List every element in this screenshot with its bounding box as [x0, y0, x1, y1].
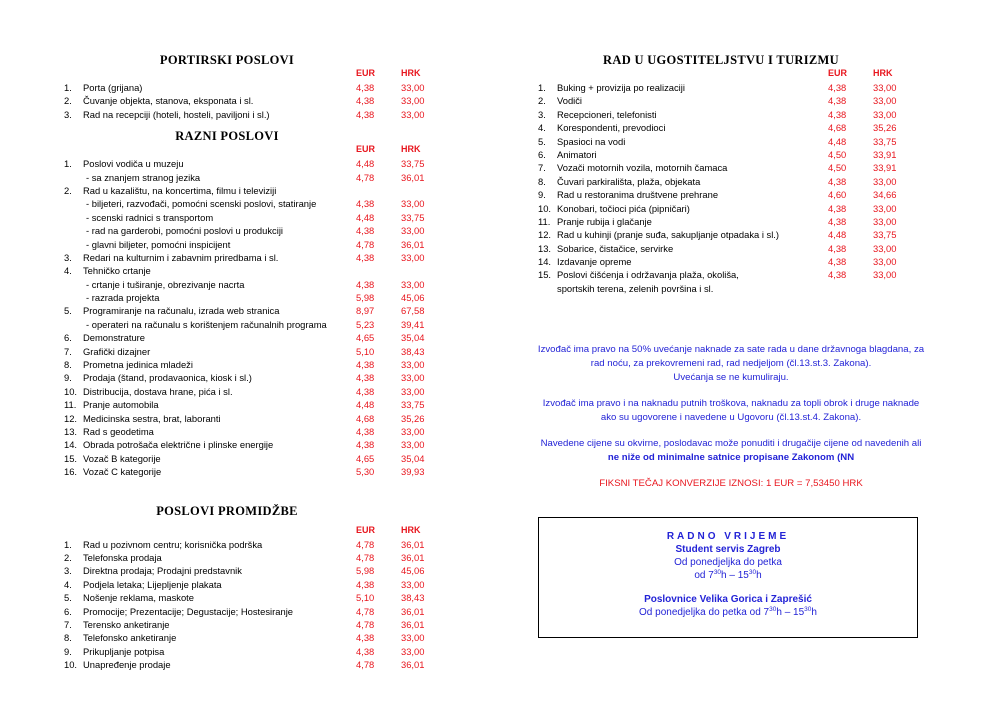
hrk-header: HRK: [401, 68, 421, 78]
item-eur: 4,48: [828, 135, 847, 147]
item-hrk: 33,00: [401, 95, 425, 107]
item-label: Tehničko crtanje: [83, 265, 151, 277]
item-number: 11.: [64, 399, 77, 411]
item-number: 4.: [64, 265, 72, 277]
item-label: Rad u kazalištu, na koncertima, filmu i televiziji: [83, 184, 277, 196]
item-hrk: 45,06: [401, 292, 425, 304]
item-number: 3.: [538, 108, 546, 120]
item-label: Sobarice, čistačice, servirke: [557, 242, 674, 254]
item-number: 2.: [64, 184, 72, 196]
item-eur: 5,10: [356, 592, 375, 604]
list-item: [62, 358, 472, 371]
item-eur: 4,38: [356, 359, 375, 371]
item-hrk: 33,00: [401, 108, 425, 120]
list-item: [536, 282, 916, 295]
item-eur: 5,98: [356, 565, 375, 577]
item-hrk: 36,01: [401, 171, 425, 183]
item-eur: 4,38: [828, 215, 847, 227]
list-item: [62, 197, 472, 210]
column-header: [62, 525, 472, 538]
list-item: [62, 94, 472, 107]
item-eur: 4,38: [828, 108, 847, 120]
hours-zagreb: od $7^{30}h - 15^{30}h$: [694, 569, 762, 581]
item-hrk: 67,58: [401, 305, 425, 317]
list-item: [62, 538, 472, 551]
list-item: [536, 215, 916, 228]
item-hrk: 35,04: [401, 452, 425, 464]
list-item: [62, 551, 472, 564]
item-label: Rad u restoranima društvene prehrane: [557, 189, 719, 201]
item-label: Distribucija, dostava hrane, pića i sl.: [83, 385, 233, 397]
list-item: [62, 171, 472, 184]
item-eur: 4,38: [356, 385, 375, 397]
item-hrk: 33,00: [401, 251, 425, 263]
item-label: - operateri na računalu s korištenjem računalnih programa: [86, 318, 327, 330]
office-zagreb: Student servis Zagreb: [675, 544, 781, 555]
item-hrk: 33,75: [873, 135, 897, 147]
item-eur: 4,38: [828, 202, 847, 214]
note-putni-troskovi: Izvođač ima pravo i na naknadu putnih troškova, naknadu za topli obrok i druge naknade ako su ugovorene i navedene u Ugovoru (čl.13.st.4. Zakona).: [542, 398, 920, 423]
list-item: [62, 157, 472, 170]
note-text: Uvećanja se ne kumuliraju.: [673, 372, 789, 383]
item-number: 5.: [64, 592, 72, 604]
item-number: 13.: [538, 242, 552, 254]
item-eur: 4,78: [356, 618, 375, 630]
item-hrk: 33,91: [873, 162, 897, 174]
item-label: Grafički dizajner: [83, 345, 151, 357]
item-hrk: 35,26: [873, 122, 897, 134]
item-eur: 4,38: [828, 82, 847, 93]
list-item: [62, 438, 472, 451]
list-item: [536, 135, 916, 148]
item-label: - biljeteri, razvođači, pomoćni scenski poslovi, statiranje: [86, 198, 317, 210]
left-column: [62, 52, 472, 671]
list-item: [536, 94, 916, 107]
list-item: [62, 425, 472, 438]
item-label: Spasioci na vodi: [557, 135, 626, 147]
item-number: 10.: [64, 385, 78, 397]
item-number: 7.: [64, 345, 72, 357]
list-item: [536, 188, 916, 201]
item-number: 16.: [64, 466, 78, 478]
item-eur: 4,38: [356, 632, 375, 644]
item-eur: 4,48: [356, 158, 375, 170]
item-hrk: 33,00: [873, 202, 897, 214]
column-header: [62, 68, 472, 81]
item-hrk: 33,00: [401, 439, 425, 451]
item-hrk: 34,66: [873, 189, 897, 201]
note-text-bold: ne niže od minimalne satnice propisane Zakonom (NN: [607, 452, 855, 463]
item-eur: 4,48: [356, 211, 375, 223]
item-eur: 5,23: [356, 318, 375, 330]
item-label: Telefonska prodaja: [83, 551, 162, 563]
item-number: 9.: [538, 189, 546, 201]
list-item: [62, 211, 472, 224]
item-eur: 4,48: [356, 399, 375, 411]
list-item: [62, 251, 472, 264]
item-label: - scenski radnici s transportom: [86, 211, 214, 223]
item-label: Rad s geodetima: [83, 425, 154, 437]
list-item: [536, 202, 916, 215]
note-tecaj: FIKSNI TEČAJ KONVERZIJE IZNOSI: 1 EUR = 7,53450 HRK: [599, 478, 863, 489]
item-hrk: 33,00: [873, 95, 897, 107]
list-item: [62, 184, 472, 197]
hours-velika-gorica-zapresic: Od ponedjeljka do petka od $7^{30}h - 15^{30}h$: [639, 606, 817, 618]
item-number: 8.: [64, 632, 72, 644]
item-hrk: 33,75: [401, 399, 425, 411]
list-item: [536, 148, 916, 161]
item-label: - glavni biljeter, pomoćni inspicijent: [86, 238, 231, 250]
list-item: [62, 264, 472, 277]
item-hrk: 33,00: [873, 175, 897, 187]
list-item: [536, 161, 916, 174]
item-number: 4.: [64, 578, 72, 590]
note-text: Izvođač ima pravo na 50% uvećanje naknade za sate rada u dane državnoga blagdana, za rad noću, za prekovremeni rad, rad nedjeljom (čl.13.st.3. Zakona).: [537, 344, 925, 369]
item-number: 2.: [538, 95, 546, 107]
list-item: [62, 81, 472, 94]
item-hrk: 33,00: [401, 278, 425, 290]
item-label: Direktna prodaja; Prodajni predstavnik: [83, 565, 242, 577]
item-hrk: 39,93: [401, 466, 425, 478]
list-item: [62, 224, 472, 237]
item-eur: 4,50: [828, 162, 847, 174]
item-eur: 4,78: [356, 171, 375, 183]
item-number: 5.: [64, 305, 72, 317]
item-label: Medicinska sestra, brat, laboranti: [83, 412, 221, 424]
item-label: Demonstrature: [83, 332, 146, 344]
item-hrk: 33,00: [873, 215, 897, 227]
item-number: 6.: [538, 148, 546, 160]
item-eur: 4,50: [828, 148, 847, 160]
item-number: 3.: [64, 108, 72, 120]
item-label: Recepcioneri, telefonisti: [557, 108, 657, 120]
item-number: 1.: [64, 158, 72, 170]
working-hours-box: [538, 517, 918, 638]
list-item: [536, 228, 916, 241]
item-eur: 5,98: [356, 292, 375, 304]
list-item: [62, 318, 472, 331]
item-label: Čuvari parkirališta, plaža, objekata: [557, 175, 701, 187]
item-number: 12.: [538, 229, 552, 241]
item-number: 15.: [538, 269, 552, 281]
note-text: Navedene cijene su okvirne, poslodavac može ponuditi i drugačije cijene od navedenih ali: [540, 438, 922, 449]
item-number: 3.: [64, 251, 72, 263]
item-label: Programiranje na računalu, izrada web stranica: [83, 305, 280, 317]
item-eur: 4,78: [356, 238, 375, 250]
item-eur: 4,38: [356, 439, 375, 451]
portirski-list: [62, 81, 472, 121]
item-label: Podjela letaka; Lijepljenje plakata: [83, 578, 222, 590]
list-item: [536, 108, 916, 121]
list-item: [62, 291, 472, 304]
item-eur: 4,38: [356, 198, 375, 210]
item-hrk: 33,00: [401, 359, 425, 371]
item-label: sportskih terena, zelenih površina i sl.: [557, 282, 714, 294]
item-hrk: 33,00: [873, 269, 897, 281]
item-hrk: 45,06: [401, 565, 425, 577]
item-number: 11.: [538, 215, 551, 227]
days-zagreb: Od ponedjeljka do petka: [674, 557, 782, 568]
item-eur: 4,78: [356, 659, 375, 671]
item-hrk: 35,04: [401, 332, 425, 344]
list-item: [62, 412, 472, 425]
item-number: 14.: [64, 439, 78, 451]
eur-header: EUR: [356, 524, 376, 535]
item-hrk: 33,00: [401, 425, 425, 437]
item-number: 8.: [538, 175, 546, 187]
note-uvecanje: [536, 343, 926, 385]
item-label: Terensko anketiranje: [83, 618, 170, 630]
promidzbe-list: [62, 538, 472, 672]
item-label: Vozač C kategorije: [83, 466, 162, 478]
item-eur: 4,65: [356, 452, 375, 464]
item-eur: 5,30: [356, 466, 375, 478]
item-hrk: 33,00: [401, 198, 425, 210]
list-item: [62, 331, 472, 344]
item-label: Poslovi čišćenja i održavanja plaža, okoliša,: [557, 269, 739, 281]
item-hrk: 38,43: [401, 345, 425, 357]
list-item: [62, 658, 472, 671]
list-item: [62, 108, 472, 121]
item-number: 5.: [538, 135, 546, 147]
section-title-ugostiteljstvo: RAD U UGOSTITELJSTVU I TURIZMU: [603, 53, 839, 67]
item-label: Korespondenti, prevodioci: [557, 122, 666, 134]
item-number: 13.: [64, 425, 78, 437]
item-label: Telefonsko anketiranje: [83, 632, 177, 644]
item-number: 15.: [64, 452, 78, 464]
item-label: Unapređenje prodaje: [83, 659, 171, 671]
item-hrk: 36,01: [401, 605, 425, 617]
list-item: [62, 452, 472, 465]
list-item: [62, 465, 472, 478]
item-hrk: 35,26: [401, 412, 425, 424]
item-eur: 4,38: [828, 175, 847, 187]
item-label: Obrada potrošača električne i plinske energije: [83, 439, 274, 451]
item-label: - crtanje i tuširanje, obrezivanje nacrta: [86, 278, 245, 290]
item-eur: 4,38: [828, 269, 847, 281]
item-hrk: 33,00: [401, 82, 425, 93]
item-number: 8.: [64, 359, 72, 371]
item-label: Porta (grijana): [83, 82, 143, 93]
item-label: Animatori: [557, 148, 597, 160]
list-item: [62, 385, 472, 398]
item-label: Poslovi vodiča u muzeju: [83, 158, 184, 170]
item-label: Promocije; Prezentacije; Degustacije; Hostesiranje: [83, 605, 293, 617]
list-item: [62, 238, 472, 251]
item-eur: 4,78: [356, 538, 375, 550]
item-eur: 4,60: [828, 189, 847, 201]
item-label: - razrada projekta: [86, 292, 160, 304]
item-number: 4.: [538, 122, 546, 134]
list-item: [62, 304, 472, 317]
item-label: Prometna jedinica mladeži: [83, 359, 193, 371]
item-hrk: 33,00: [401, 385, 425, 397]
list-item: [62, 398, 472, 411]
item-number: 1.: [64, 538, 72, 550]
item-eur: 4,38: [356, 278, 375, 290]
hrk-header: HRK: [401, 524, 421, 535]
item-label: Rad u pozivnom centru; korisnička podrška: [83, 538, 263, 550]
list-item: [62, 645, 472, 658]
item-label: Izdavanje opreme: [557, 256, 632, 268]
note-cijene: [536, 437, 926, 465]
razni-list: [62, 157, 472, 478]
item-eur: 4,38: [356, 251, 375, 263]
item-hrk: 33,75: [401, 158, 425, 170]
item-eur: 4,38: [356, 82, 375, 93]
item-label: Prikupljanje potpisa: [83, 645, 165, 657]
item-label: Pranje rubija i glačanje: [557, 215, 652, 227]
notes-block: [536, 343, 926, 503]
item-label: - rad na garderobi, pomoćni poslovi u produkciji: [86, 225, 283, 237]
item-number: 7.: [538, 162, 546, 174]
item-number: 10.: [64, 659, 78, 671]
item-number: 6.: [64, 332, 72, 344]
item-number: 10.: [538, 202, 552, 214]
item-eur: 5,10: [356, 345, 375, 357]
item-label: - sa znanjem stranog jezika: [86, 171, 201, 183]
eur-header: EUR: [356, 68, 376, 78]
item-label: Prodaja (štand, prodavaonica, kiosk i sl.): [83, 372, 252, 384]
item-hrk: 38,43: [401, 592, 425, 604]
list-item: [62, 578, 472, 591]
item-label: Vozači motornih vozila, motornih čamaca: [557, 162, 728, 174]
item-number: 14.: [538, 256, 552, 268]
item-eur: 4,48: [828, 229, 847, 241]
item-label: Rad u kuhinji (pranje suđa, sakupljanje otpadaka i sl.): [557, 229, 780, 241]
item-eur: 4,78: [356, 605, 375, 617]
item-hrk: 33,00: [401, 225, 425, 237]
item-label: Buking + provizija po realizaciji: [557, 82, 685, 93]
item-number: 9.: [64, 645, 72, 657]
list-item: [536, 255, 916, 268]
list-item: [62, 278, 472, 291]
item-label: Vozač B kategorije: [83, 452, 161, 464]
list-item: [62, 371, 472, 384]
item-eur: 4,38: [356, 578, 375, 590]
column-header: [62, 144, 472, 157]
item-eur: 4,78: [356, 551, 375, 563]
item-eur: 4,65: [356, 332, 375, 344]
item-number: 1.: [538, 82, 546, 93]
hrk-header: HRK: [401, 144, 421, 155]
item-number: 1.: [64, 82, 72, 93]
item-number: 2.: [64, 95, 72, 107]
item-number: 12.: [64, 412, 78, 424]
item-hrk: 33,91: [873, 148, 897, 160]
item-eur: 4,38: [356, 225, 375, 237]
list-item: [62, 345, 472, 358]
item-number: 2.: [64, 551, 72, 563]
list-item: [536, 242, 916, 255]
item-label: Pranje automobila: [83, 399, 159, 411]
item-label: Čuvanje objekta, stanova, eksponata i sl.: [83, 95, 254, 107]
office-velika-gorica-zapresic: Poslovnice Velika Gorica i Zaprešić: [644, 594, 812, 605]
item-eur: 4,38: [356, 95, 375, 107]
item-hrk: 33,00: [873, 256, 897, 268]
list-item: [62, 564, 472, 577]
item-hrk: 36,01: [401, 618, 425, 630]
item-eur: 4,68: [356, 412, 375, 424]
item-hrk: 36,01: [401, 551, 425, 563]
section-title-razni: RAZNI POSLOVI: [175, 129, 279, 144]
item-label: Nošenje reklama, maskote: [83, 592, 194, 604]
item-label: Rad na recepciji (hoteli, hosteli, paviljoni i sl.): [83, 108, 270, 120]
item-number: 9.: [64, 372, 72, 384]
item-eur: 4,38: [356, 108, 375, 120]
item-hrk: 39,41: [401, 318, 425, 330]
working-hours-title: RADNO VRIJEME: [666, 531, 790, 542]
item-eur: 4,38: [828, 256, 847, 268]
item-number: 3.: [64, 565, 72, 577]
item-eur: 8,97: [356, 305, 375, 317]
list-item: [536, 81, 916, 94]
list-item: [62, 605, 472, 618]
item-hrk: 33,75: [873, 229, 897, 241]
item-eur: 4,68: [828, 122, 847, 134]
item-hrk: 33,75: [401, 211, 425, 223]
item-hrk: 36,01: [401, 238, 425, 250]
item-eur: 4,38: [356, 645, 375, 657]
item-label: Vodiči: [557, 95, 583, 107]
item-hrk: 33,00: [873, 82, 897, 93]
item-hrk: 33,00: [401, 372, 425, 384]
item-eur: 4,38: [828, 242, 847, 254]
item-hrk: 33,00: [401, 632, 425, 644]
item-hrk: 33,00: [401, 578, 425, 590]
item-number: 6.: [64, 605, 72, 617]
item-label: Konobari, točioci pića (pipničari): [557, 202, 690, 214]
list-item: [536, 268, 916, 281]
item-eur: 4,38: [828, 95, 847, 107]
item-hrk: 33,00: [873, 108, 897, 120]
eur-header: EUR: [828, 68, 848, 78]
item-label: Redari na kulturnim i zabavnim priredbama i sl.: [83, 251, 279, 263]
item-number: 7.: [64, 618, 72, 630]
list-item: [62, 618, 472, 631]
item-hrk: 33,00: [401, 645, 425, 657]
section-title-portirski: PORTIRSKI POSLOVI: [159, 53, 295, 67]
column-header: [536, 68, 916, 81]
item-hrk: 36,01: [401, 659, 425, 671]
item-eur: 4,38: [356, 425, 375, 437]
item-hrk: 33,00: [873, 242, 897, 254]
list-item: [62, 631, 472, 644]
hrk-header: HRK: [873, 68, 893, 78]
right-column: [536, 52, 916, 295]
eur-header: EUR: [356, 144, 376, 155]
item-eur: 4,38: [356, 372, 375, 384]
item-hrk: 36,01: [401, 538, 425, 550]
ugostiteljstvo-list: [536, 81, 916, 295]
list-item: [536, 175, 916, 188]
list-item: [536, 121, 916, 134]
list-item: [62, 591, 472, 604]
section-title-promidzbe: POSLOVI PROMIDŽBE: [156, 503, 298, 518]
